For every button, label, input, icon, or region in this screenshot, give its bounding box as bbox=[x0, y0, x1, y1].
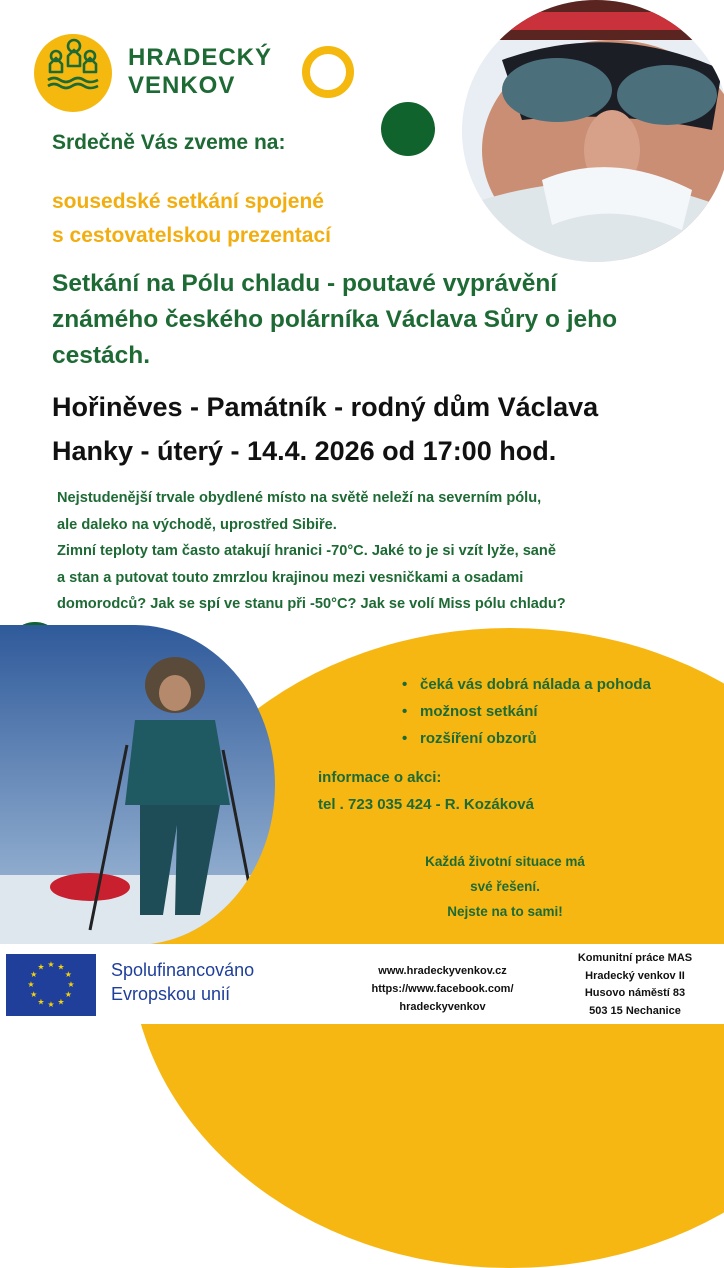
decorative-ring bbox=[302, 46, 354, 98]
place-line: Hořiněves - Památník - rodný dům Václava bbox=[52, 392, 599, 422]
logo-line-2: VENKOV bbox=[128, 72, 236, 99]
event-description bbox=[57, 485, 566, 618]
address-block bbox=[560, 950, 710, 1020]
address-line: Husovo náměstí 83 bbox=[584, 987, 686, 999]
svg-text:★: ★ bbox=[30, 990, 38, 999]
web-links bbox=[340, 962, 545, 1016]
motto-line: Nejste na to sami! bbox=[447, 904, 563, 919]
contact-info bbox=[318, 764, 534, 818]
svg-text:★: ★ bbox=[37, 962, 45, 972]
eu-text-line: Evropskou unií bbox=[111, 984, 231, 1004]
svg-text:★: ★ bbox=[57, 962, 65, 972]
website-link[interactable]: www.hradeckyvenkov.cz bbox=[378, 965, 507, 977]
list-item: • čeká vás dobrá nálada a pohoda bbox=[402, 671, 651, 698]
list-item: • možnost setkání bbox=[402, 698, 651, 725]
svg-text:★: ★ bbox=[30, 970, 38, 979]
description-line: ale daleko na východě, uprostřed Sibiře. bbox=[57, 516, 337, 533]
facebook-link[interactable]: hradeckyvenkov bbox=[399, 1001, 486, 1013]
place-line: Hanky - úterý - 14.4. 2026 od 17:00 hod. bbox=[52, 436, 557, 466]
svg-text:★: ★ bbox=[64, 970, 72, 979]
eu-cofinancing-text bbox=[111, 958, 254, 1006]
eu-flag-icon bbox=[6, 954, 96, 1016]
list-item: • rozšíření obzorů bbox=[402, 725, 651, 752]
eu-text-line: Spolufinancováno bbox=[111, 960, 255, 980]
svg-text:★: ★ bbox=[57, 997, 65, 1007]
logo-trees-icon bbox=[34, 34, 112, 112]
headline-line: cestách. bbox=[52, 342, 151, 369]
subtitle-line: s cestovatelskou prezentací bbox=[52, 224, 331, 247]
logo-line-1: HRADECKÝ bbox=[128, 44, 273, 71]
description-line: a stan a putovat touto zmrzlou krajinou mezi vesničkami a osadami bbox=[57, 569, 524, 586]
invitation-heading: Srdečně Vás zveme na: bbox=[52, 131, 286, 154]
subtitle-line: sousedské setkání spojené bbox=[52, 190, 324, 213]
decorative-green-dot bbox=[381, 102, 435, 156]
address-line: 503 15 Nechanice bbox=[589, 1004, 681, 1017]
contact-phone[interactable]: tel . 723 035 424 - R. Kozáková bbox=[318, 796, 534, 813]
photo-frozen-face bbox=[462, 0, 724, 262]
motto-line: Každá životní situace má bbox=[425, 854, 585, 869]
address-line: Komunitní práce MAS bbox=[577, 952, 693, 964]
address-line: Hradecký venkov II bbox=[585, 969, 685, 982]
event-subtitle bbox=[52, 185, 331, 253]
svg-text:★: ★ bbox=[67, 980, 75, 989]
svg-text:★: ★ bbox=[47, 960, 55, 969]
svg-text:★: ★ bbox=[47, 1000, 55, 1009]
description-line: Nejstudenější trvale obydlené místo na světě neleží na severním pólu, bbox=[57, 490, 542, 506]
event-place-date bbox=[52, 385, 598, 473]
event-headline bbox=[52, 266, 617, 374]
facebook-link[interactable]: https://www.facebook.com/ bbox=[371, 983, 514, 995]
svg-text:★: ★ bbox=[37, 997, 45, 1007]
benefits-list bbox=[402, 671, 651, 752]
motto-line: své řešení. bbox=[470, 879, 540, 894]
description-line: Zimní teploty tam často atakují hranici -70°C. Jaké to je si vzít lyže, saně bbox=[57, 543, 556, 559]
description-line: domorodců? Jak se spí ve stanu při -50°C? Jak se volí Miss pólu chladu? bbox=[57, 596, 566, 612]
svg-text:★: ★ bbox=[64, 990, 72, 999]
svg-text:★: ★ bbox=[27, 980, 35, 989]
motto bbox=[380, 849, 630, 924]
contact-label: informace o akci: bbox=[318, 769, 442, 786]
headline-line: známého českého polárníka Václava Sůry o jeho bbox=[52, 306, 618, 333]
photo-polar-explorer bbox=[0, 625, 275, 945]
logo-text bbox=[128, 44, 272, 100]
headline-line: Setkání na Pólu chladu - poutavé vyprávění bbox=[52, 270, 558, 297]
